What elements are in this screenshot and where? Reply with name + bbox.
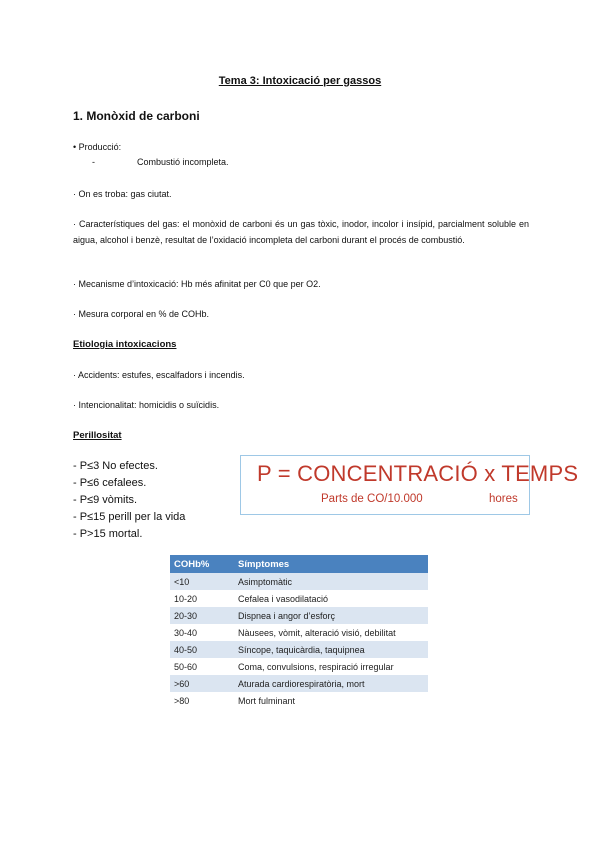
on-es-troba: · On es troba: gas ciutat. bbox=[73, 189, 172, 199]
list-item: - P≤3 No efectes. bbox=[73, 460, 158, 472]
list-item: - P≤9 vòmits. bbox=[73, 494, 138, 506]
table-cell-simptomes: Asimptomàtic bbox=[234, 573, 428, 590]
table-row bbox=[170, 641, 428, 658]
page-title: Tema 3: Intoxicació per gassos bbox=[218, 75, 382, 87]
table-row bbox=[170, 658, 428, 675]
table-row bbox=[170, 624, 428, 641]
produccio-item-dash: - bbox=[92, 157, 95, 167]
table-row bbox=[170, 573, 428, 590]
perillositat-heading: Perillositat bbox=[73, 430, 122, 441]
table-cell-simptomes: Mort fulminant bbox=[234, 692, 428, 709]
table-cell-simptomes: Dispnea i angor d’esforç bbox=[234, 607, 428, 624]
caracteristiques-paragraph: · Característiques del gas: el monòxid de carboni és un gas tòxic, inodor, incolor i insípid, parcialment soluble en aigua, alcohol i benzè, resultat de l’oxidació incompleta del carboni durant el procés de combustió. bbox=[73, 219, 529, 245]
formula-units-concentration: Parts de CO/10.000 bbox=[321, 493, 423, 505]
list-item: - P≤6 cefalees. bbox=[73, 477, 147, 489]
formula-text: P = CONCENTRACIÓ x TEMPS bbox=[257, 461, 579, 486]
formula-box bbox=[240, 455, 579, 515]
formula-units-time: hores bbox=[489, 493, 518, 505]
mesura-line: · Mesura corporal en % de COHb. bbox=[73, 309, 210, 319]
mecanisme-line: · Mecanisme d’intoxicació: Hb més afinitat per C0 que per O2. bbox=[73, 279, 321, 289]
table-cell-simptomes: Nàusees, vòmit, alteració visió, debilitat bbox=[234, 624, 428, 641]
produccio-label: • Producció: bbox=[73, 142, 122, 152]
table-cell-simptomes: Síncope, taquicàrdia, taquipnea bbox=[234, 641, 428, 658]
list-item: - P>15 mortal. bbox=[73, 528, 143, 540]
produccio-item-text: Combustió incompleta. bbox=[137, 157, 229, 167]
etiologia-heading: Etiologia intoxicacions bbox=[73, 339, 177, 350]
table-cell-simptomes: Cefalea i vasodilatació bbox=[234, 590, 428, 607]
table-cell-simptomes: Aturada cardiorespiratòria, mort bbox=[234, 675, 428, 692]
table-cell-cohb: >60 bbox=[170, 675, 234, 692]
table-cell-cohb: 20-30 bbox=[170, 607, 234, 624]
table-cell-simptomes: Coma, convulsions, respiració irregular bbox=[234, 658, 428, 675]
cohb-symptoms-table bbox=[170, 555, 428, 709]
produccio-item bbox=[92, 157, 229, 167]
list-item: - P≤15 perill per la vida bbox=[73, 511, 186, 523]
table-header-row bbox=[170, 555, 428, 573]
section-heading-co: 1. Monòxid de carboni bbox=[73, 109, 200, 123]
table-row bbox=[170, 675, 428, 692]
column-header-simptomes: Símptomes bbox=[234, 555, 428, 573]
intencionalitat-line: · Intencionalitat: homicidis o suïcidis. bbox=[73, 400, 220, 410]
table-cell-cohb: 50-60 bbox=[170, 658, 234, 675]
accidents-line: · Accidents: estufes, escalfadors i incendis. bbox=[73, 370, 245, 380]
table-cell-cohb: <10 bbox=[170, 573, 234, 590]
table-cell-cohb: 10-20 bbox=[170, 590, 234, 607]
table-row bbox=[170, 692, 428, 709]
column-header-cohb: COHb% bbox=[170, 555, 234, 573]
table-cell-cohb: 30-40 bbox=[170, 624, 234, 641]
perillositat-list bbox=[73, 458, 185, 543]
table-row bbox=[170, 607, 428, 624]
table-row bbox=[170, 590, 428, 607]
table-cell-cohb: 40-50 bbox=[170, 641, 234, 658]
table-cell-cohb: >80 bbox=[170, 692, 234, 709]
